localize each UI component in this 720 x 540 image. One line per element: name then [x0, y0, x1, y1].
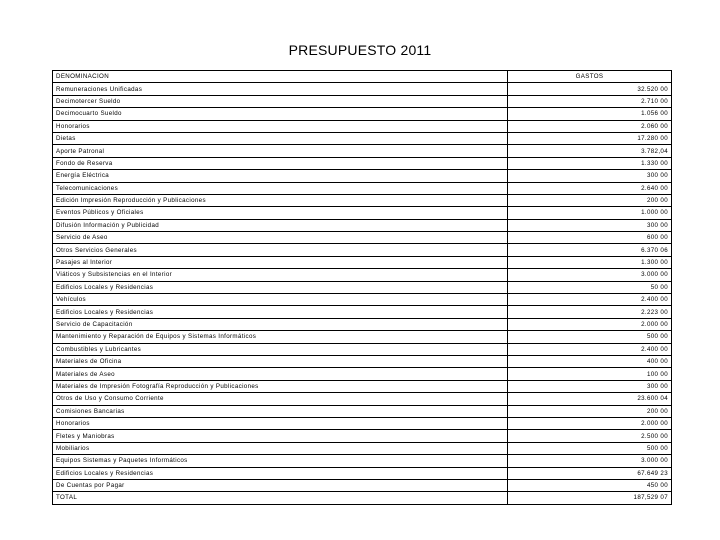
table-row: [53, 83, 672, 95]
row-denominacion-cell: Fondo de Reserva: [53, 157, 508, 169]
table-row: [53, 182, 672, 194]
row-denominacion-cell: Combustibles y Lubricantes: [53, 343, 508, 355]
row-gastos-cell: 2.223 00: [508, 306, 672, 318]
column-header-denominacion: DENOMINACION: [53, 71, 508, 83]
table-row: [53, 244, 672, 256]
row-denominacion-cell: Remuneraciones Unificadas: [53, 83, 508, 95]
row-denominacion-cell: Edificios Locales y Residencias: [53, 306, 508, 318]
row-gastos-cell: 67.649 23: [508, 467, 672, 479]
table-row: [53, 368, 672, 380]
row-gastos-cell: 300 00: [508, 380, 672, 392]
row-gastos-cell: 1.000 00: [508, 207, 672, 219]
row-gastos-cell: 400 00: [508, 355, 672, 367]
table-row: [53, 467, 672, 479]
table-row: [53, 479, 672, 491]
row-denominacion-cell: Aporte Patronal: [53, 145, 508, 157]
row-gastos-cell: 23.600 04: [508, 393, 672, 405]
table-row: [53, 405, 672, 417]
row-gastos-cell: 500 00: [508, 331, 672, 343]
table-row: [53, 157, 672, 169]
row-denominacion-cell: Edificios Locales y Residencias: [53, 467, 508, 479]
table-row: [53, 306, 672, 318]
table-row: [53, 417, 672, 429]
row-gastos-cell: 450 00: [508, 479, 672, 491]
row-gastos-cell: 32.520 00: [508, 83, 672, 95]
document-title: PRESUPUESTO 2011: [288, 42, 432, 58]
row-denominacion-cell: Edificios Locales y Residencias: [53, 281, 508, 293]
row-denominacion-cell: Vehículos: [53, 294, 508, 306]
row-gastos-cell: 2.060 00: [508, 120, 672, 132]
row-denominacion-cell: Pasajes al Interior: [53, 256, 508, 268]
row-gastos-cell: 2.000 00: [508, 318, 672, 330]
row-denominacion-cell: Fletes y Maniobras: [53, 430, 508, 442]
table-row: [53, 207, 672, 219]
table-row: [53, 294, 672, 306]
row-gastos-cell: 500 00: [508, 442, 672, 454]
row-gastos-cell: 200 00: [508, 194, 672, 206]
row-gastos-cell: 187,529 07: [508, 492, 672, 504]
row-gastos-cell: 2.400 00: [508, 294, 672, 306]
budget-table-body: [53, 71, 672, 505]
row-denominacion-cell: Energía Eléctrica: [53, 170, 508, 182]
row-denominacion-cell: Otros de Uso y Consumo Corriente: [53, 393, 508, 405]
table-row: [53, 145, 672, 157]
row-gastos-cell: 2.710 00: [508, 95, 672, 107]
row-gastos-cell: 3.000 00: [508, 455, 672, 467]
row-denominacion-cell: TOTAL: [53, 492, 508, 504]
row-gastos-cell: 2.500 00: [508, 430, 672, 442]
row-denominacion-cell: Equipos Sistemas y Paquetes Informáticos: [53, 455, 508, 467]
table-row: [53, 318, 672, 330]
row-gastos-cell: 3.782,04: [508, 145, 672, 157]
row-gastos-cell: 2.640 00: [508, 182, 672, 194]
table-total-row: [53, 492, 672, 504]
row-gastos-cell: 300 00: [508, 219, 672, 231]
row-gastos-cell: 50 00: [508, 281, 672, 293]
table-row: [53, 430, 672, 442]
row-denominacion-cell: Telecomunicaciones: [53, 182, 508, 194]
row-denominacion-cell: Servicio de Aseo: [53, 232, 508, 244]
row-denominacion-cell: Honorarios: [53, 417, 508, 429]
table-row: [53, 256, 672, 268]
table-row: [53, 95, 672, 107]
table-row: [53, 170, 672, 182]
table-row: [53, 219, 672, 231]
row-gastos-cell: 100 00: [508, 368, 672, 380]
row-denominacion-cell: Edición Impresión Reproducción y Publicaciones: [53, 194, 508, 206]
row-gastos-cell: 200 00: [508, 405, 672, 417]
table-row: [53, 393, 672, 405]
row-gastos-cell: 17.280 00: [508, 132, 672, 144]
table-row: [53, 108, 672, 120]
row-gastos-cell: 1.056 00: [508, 108, 672, 120]
row-denominacion-cell: Dietas: [53, 132, 508, 144]
table-row: [53, 120, 672, 132]
row-gastos-cell: 6.370 06: [508, 244, 672, 256]
row-denominacion-cell: Otros Servicios Generales: [53, 244, 508, 256]
row-denominacion-cell: Materiales de Aseo: [53, 368, 508, 380]
row-denominacion-cell: Servicio de Capacitación: [53, 318, 508, 330]
table-row: [53, 232, 672, 244]
row-gastos-cell: 600 00: [508, 232, 672, 244]
table-row: [53, 355, 672, 367]
row-denominacion-cell: Viáticos y Subsistencias en el Interior: [53, 269, 508, 281]
table-row: [53, 380, 672, 392]
row-gastos-cell: 1.300 00: [508, 256, 672, 268]
column-header-gastos: GASTOS: [508, 71, 672, 83]
row-denominacion-cell: Comisiones Bancarias: [53, 405, 508, 417]
row-denominacion-cell: Honorarios: [53, 120, 508, 132]
table-row: [53, 132, 672, 144]
table-row: [53, 194, 672, 206]
row-gastos-cell: 2.000 00: [508, 417, 672, 429]
row-denominacion-cell: Decimocuarto Sueldo: [53, 108, 508, 120]
table-row: [53, 281, 672, 293]
row-gastos-cell: 1.330 00: [508, 157, 672, 169]
row-denominacion-cell: Eventos Públicos y Oficiales: [53, 207, 508, 219]
table-row: [53, 455, 672, 467]
budget-table: [52, 70, 672, 505]
row-gastos-cell: 300 00: [508, 170, 672, 182]
table-header-row: [53, 71, 672, 83]
row-denominacion-cell: De Cuentas por Pagar: [53, 479, 508, 491]
row-denominacion-cell: Materiales de Impresión Fotografía Reproducción y Publicaciones: [53, 380, 508, 392]
table-row: [53, 343, 672, 355]
row-denominacion-cell: Difusión Información y Publicidad: [53, 219, 508, 231]
row-gastos-cell: 2.400 00: [508, 343, 672, 355]
table-row: [53, 269, 672, 281]
table-row: [53, 331, 672, 343]
row-denominacion-cell: Materiales de Oficina: [53, 355, 508, 367]
row-denominacion-cell: Mobiliarios: [53, 442, 508, 454]
row-denominacion-cell: Mantenimiento y Reparación de Equipos y Sistemas Informáticos: [53, 331, 508, 343]
row-gastos-cell: 3.000 00: [508, 269, 672, 281]
row-denominacion-cell: Decimotercer Sueldo: [53, 95, 508, 107]
table-row: [53, 442, 672, 454]
